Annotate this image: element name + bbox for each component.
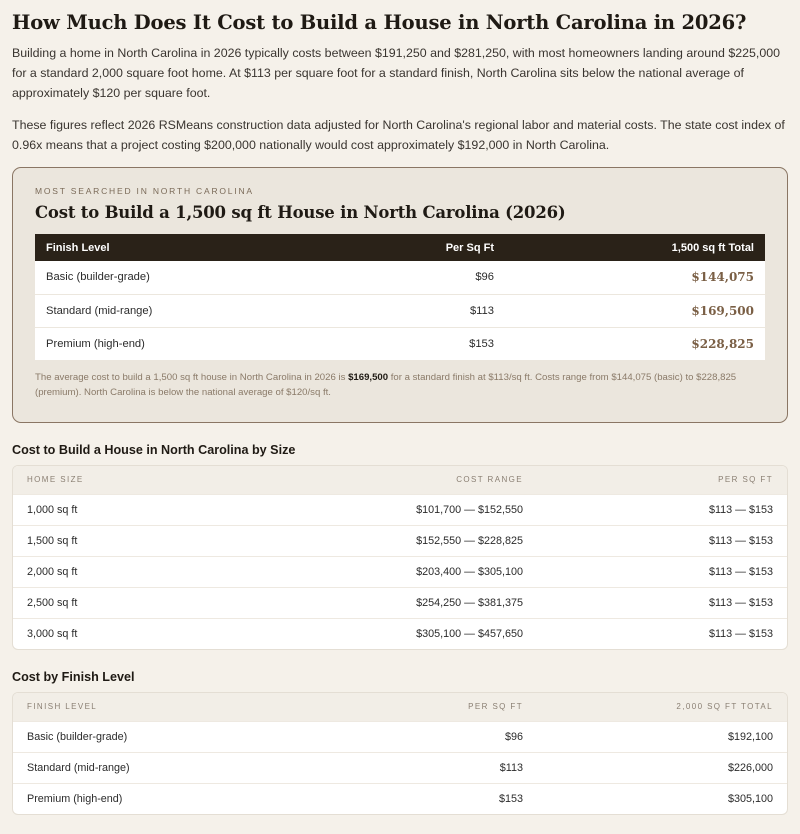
per-sqft-cell: $153 (287, 783, 537, 814)
intro-paragraph-1: Building a home in North Carolina in 2026 typically costs between $191,250 and $281,250, with most homeowners landing around $225,000 for a standard 2,000 square foot home. At $113 per square foot for a standard finish, North Carolina sits below the national average of approximately $120 per square foot. (12, 46, 781, 100)
total-cell: $144,075 (505, 261, 765, 294)
finish-level-cell: Basic (builder-grade) (13, 721, 287, 752)
by-size-table (13, 466, 787, 649)
by-finish-heading: Cost by Finish Level (12, 670, 135, 684)
featured-cost-table (35, 234, 765, 360)
header-per-sqft: PER SQ FT (287, 693, 537, 721)
note-text-start: The average cost to build a 1,500 sq ft house in North Carolina in 2026 is (35, 372, 349, 383)
per-sqft-cell: $113 (287, 752, 537, 783)
table-row (13, 618, 787, 649)
table-row (13, 494, 787, 525)
table-row (13, 752, 787, 783)
table-row (13, 587, 787, 618)
per-sqft-cell: $113 — $153 (537, 587, 787, 618)
cost-range-cell: $305,100 — $457,650 (287, 618, 537, 649)
table-row (13, 721, 787, 752)
by-finish-table-card (12, 692, 788, 815)
header-total: 2,000 SQ FT TOTAL (537, 693, 787, 721)
home-size-cell: 3,000 sq ft (13, 618, 287, 649)
per-sqft-cell: $113 — $153 (537, 494, 787, 525)
intro-paragraph-2: These figures reflect 2026 RSMeans construction data adjusted for North Carolina's regional labor and material costs. The state cost index of 0.96x means that a project costing $200,000 nationally would cost approximately $192,000 in North Carolina. (12, 118, 785, 152)
per-sqft-cell: $113 — $153 (537, 556, 787, 587)
home-size-cell: 2,500 sq ft (13, 587, 287, 618)
featured-eyebrow: MOST SEARCHED IN NORTH CAROLINA (35, 186, 254, 196)
page-title: How Much Does It Cost to Build a House in North Carolina in 2026? (12, 11, 747, 34)
table-row (35, 327, 765, 360)
finish-level-cell: Standard (mid-range) (35, 294, 375, 327)
home-size-cell: 2,000 sq ft (13, 556, 287, 587)
header-cost-range: COST RANGE (287, 466, 537, 494)
total-cell: $228,825 (505, 327, 765, 360)
featured-table-header (35, 234, 765, 261)
table-row (13, 783, 787, 814)
cost-range-cell: $254,250 — $381,375 (287, 587, 537, 618)
by-finish-table-header (13, 693, 787, 721)
note-text-end: for a standard finish at $113/sq ft. Costs range from $144,075 (basic) to $228,825 (premium). North Carolina is below the national average of $120/sq ft. (35, 372, 737, 398)
featured-title: Cost to Build a 1,500 sq ft House in North Carolina (2026) (35, 203, 566, 222)
header-home-size: HOME SIZE (13, 466, 287, 494)
featured-summary-note (35, 370, 765, 400)
finish-level-cell: Standard (mid-range) (13, 752, 287, 783)
total-cell: $305,100 (537, 783, 787, 814)
per-sqft-cell: $113 — $153 (537, 618, 787, 649)
note-highlight-value: $169,500 (348, 372, 389, 383)
header-finish-level: FINISH LEVEL (13, 693, 287, 721)
cost-range-cell: $152,550 — $228,825 (287, 525, 537, 556)
cost-range-cell: $101,700 — $152,550 (287, 494, 537, 525)
per-sqft-cell: $113 — $153 (537, 525, 787, 556)
finish-level-cell: Premium (high-end) (13, 783, 287, 814)
finish-level-cell: Basic (builder-grade) (35, 261, 375, 294)
by-size-table-card (12, 465, 788, 650)
per-sqft-cell: $96 (287, 721, 537, 752)
header-total: 1,500 sq ft Total (671, 241, 754, 254)
home-size-cell: 1,500 sq ft (13, 525, 287, 556)
header-per-sqft: PER SQ FT (537, 466, 787, 494)
home-size-cell: 1,000 sq ft (13, 494, 287, 525)
total-cell: $192,100 (537, 721, 787, 752)
header-per-sqft: Per Sq Ft (445, 241, 494, 254)
total-cell: $169,500 (505, 294, 765, 327)
by-finish-table (13, 693, 787, 814)
table-row (13, 525, 787, 556)
per-sqft-cell: $96 (375, 261, 505, 294)
table-row (13, 556, 787, 587)
finish-level-cell: Premium (high-end) (35, 327, 375, 360)
by-size-heading: Cost to Build a House in North Carolina by Size (12, 443, 296, 457)
total-cell: $226,000 (537, 752, 787, 783)
table-row (35, 294, 765, 327)
by-size-table-header (13, 466, 787, 494)
header-finish-level: Finish Level (46, 241, 110, 254)
per-sqft-cell: $153 (375, 327, 505, 360)
featured-cost-card (12, 167, 788, 423)
cost-range-cell: $203,400 — $305,100 (287, 556, 537, 587)
table-row (35, 261, 765, 294)
per-sqft-cell: $113 (375, 294, 505, 327)
